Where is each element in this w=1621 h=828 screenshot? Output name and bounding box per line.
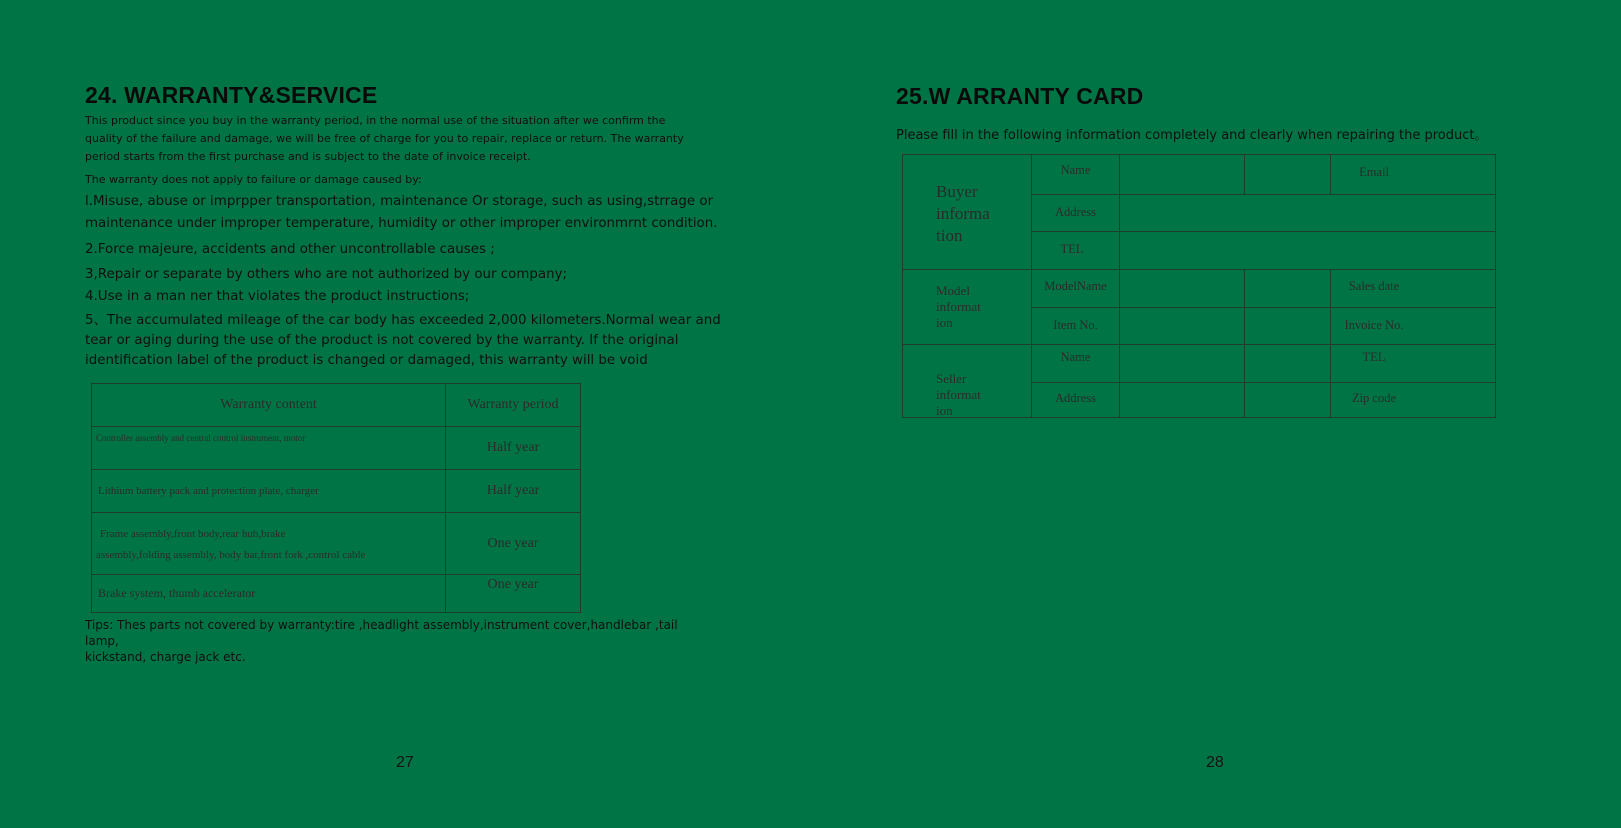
- warranty-item: Controller assembly and central control instrument, motor: [92, 427, 446, 470]
- exclusion-item: tear or aging during the use of the product is not covered by the warranty. If the original: [85, 333, 679, 348]
- exclusion-item: 3,Repair or separate by others who are not authorized by our company;: [85, 267, 568, 282]
- seller-name-label: Name: [1060, 350, 1091, 364]
- model-label-line: informat: [936, 299, 981, 314]
- seller-label-line: informat: [936, 387, 981, 402]
- warranty-period: One year: [446, 575, 581, 613]
- warranty-item: Lithium battery pack and protection plate, charger: [92, 470, 446, 513]
- tips-line: kickstand, charge jack etc.: [85, 650, 246, 664]
- exclusion-item: l.Misuse, abuse or imprpper transportation, maintenance Or storage, such as using,strrage or: [85, 194, 714, 209]
- page-number: 28: [1206, 754, 1224, 771]
- buyer-name-label: Name: [1060, 163, 1091, 177]
- header-warranty-period: Warranty period: [446, 384, 581, 427]
- exclusion-item: maintenance under improper temperature, humidity or other improper environmrnt condition.: [85, 216, 718, 231]
- seller-address-label: Address: [1055, 391, 1096, 405]
- warranty-card-title: 25.W ARRANTY CARD: [896, 83, 1144, 109]
- card-divider: [1031, 194, 1496, 195]
- warranty-item: [92, 513, 446, 575]
- warranty-card-form: [902, 154, 1496, 418]
- card-divider: [1119, 155, 1120, 418]
- buyer-label-line: Buyer: [936, 182, 978, 201]
- intro-line: This product since you buy in the warranty period, in the normal use of the situation after we confirm the: [85, 114, 666, 127]
- card-divider: [1031, 231, 1496, 232]
- card-divider: [903, 269, 1496, 270]
- exclusion-item: 4.Use in a man ner that violates the product instructions;: [85, 289, 470, 304]
- buyer-label-line: tion: [936, 226, 963, 245]
- warranty-exclusion-intro: The warranty does not apply to failure or damage caused by:: [85, 173, 422, 186]
- item-no-label: Item No.: [1053, 318, 1098, 332]
- buyer-information-label: [936, 181, 1016, 247]
- card-divider: [1031, 382, 1496, 383]
- seller-tel-label: TEL: [1362, 350, 1386, 364]
- model-name-label: ModelName: [1044, 279, 1107, 293]
- exclusion-item: identification label of the product is changed or damaged, this warranty will be void: [85, 353, 648, 368]
- intro-line: period starts from the first purchase and is subject to the date of invoice receipt.: [85, 150, 531, 163]
- table-row: [92, 427, 581, 470]
- sales-date-label: Sales date: [1348, 279, 1400, 293]
- warranty-period: Half year: [446, 427, 581, 470]
- warranty-period-table: [91, 383, 581, 613]
- table-header-row: [92, 384, 581, 427]
- warranty-intro: [85, 112, 725, 166]
- table-row: [92, 470, 581, 513]
- model-label-line: ion: [936, 315, 953, 330]
- model-label-line: Model: [936, 283, 970, 298]
- page-number: 27: [396, 754, 414, 771]
- invoice-no-label: Invoice No.: [1344, 318, 1404, 332]
- left-page: [0, 0, 810, 828]
- warranty-service-title: 24. WARRANTY&SERVICE: [85, 82, 378, 108]
- warranty-item-line: Frame assembly,front body,rear hub,brake: [100, 527, 286, 540]
- card-divider: [1031, 307, 1496, 308]
- intro-line: quality of the failure and damage, we will be free of charge for you to repair, replace or return. The warranty: [85, 132, 684, 145]
- warranty-item: Brake system, thumb accelerator: [92, 575, 446, 613]
- card-divider: [1244, 269, 1245, 418]
- right-page: [810, 0, 1621, 828]
- card-instruction: Please fill in the following information completely and clearly when repairing the product。: [896, 128, 1488, 143]
- model-information-label: [936, 283, 1006, 331]
- warranty-item-line: assembly,folding assembly, body bar,front fork ,control cable: [96, 548, 366, 561]
- seller-information-label: [936, 371, 1006, 418]
- card-divider: [1244, 155, 1245, 194]
- buyer-address-label: Address: [1055, 205, 1096, 219]
- warranty-period: Half year: [446, 470, 581, 513]
- buyer-tel-label: TEL: [1060, 242, 1084, 256]
- table-row: [92, 513, 581, 575]
- table-row: [92, 575, 581, 613]
- exclusion-item: 2.Force majeure, accidents and other uncontrollable causes ;: [85, 242, 495, 257]
- tips-line: Tips: Thes parts not covered by warranty:tire ,headlight assembly,instrument cover,handlebar ,tail lamp,: [85, 618, 678, 648]
- buyer-email-label: Email: [1359, 165, 1389, 179]
- card-divider: [903, 344, 1496, 345]
- zip-code-label: Zip code: [1351, 391, 1397, 405]
- seller-label-line: Seller: [936, 371, 967, 386]
- warranty-tips: [85, 617, 705, 665]
- exclusion-item: 5、The accumulated mileage of the car body has exceeded 2,000 kilometers.Normal wear and: [85, 313, 721, 328]
- seller-label-line: ion: [936, 403, 953, 418]
- header-warranty-content: Warranty content: [92, 384, 446, 427]
- warranty-period: One year: [446, 513, 581, 575]
- buyer-label-line: informa: [936, 204, 990, 223]
